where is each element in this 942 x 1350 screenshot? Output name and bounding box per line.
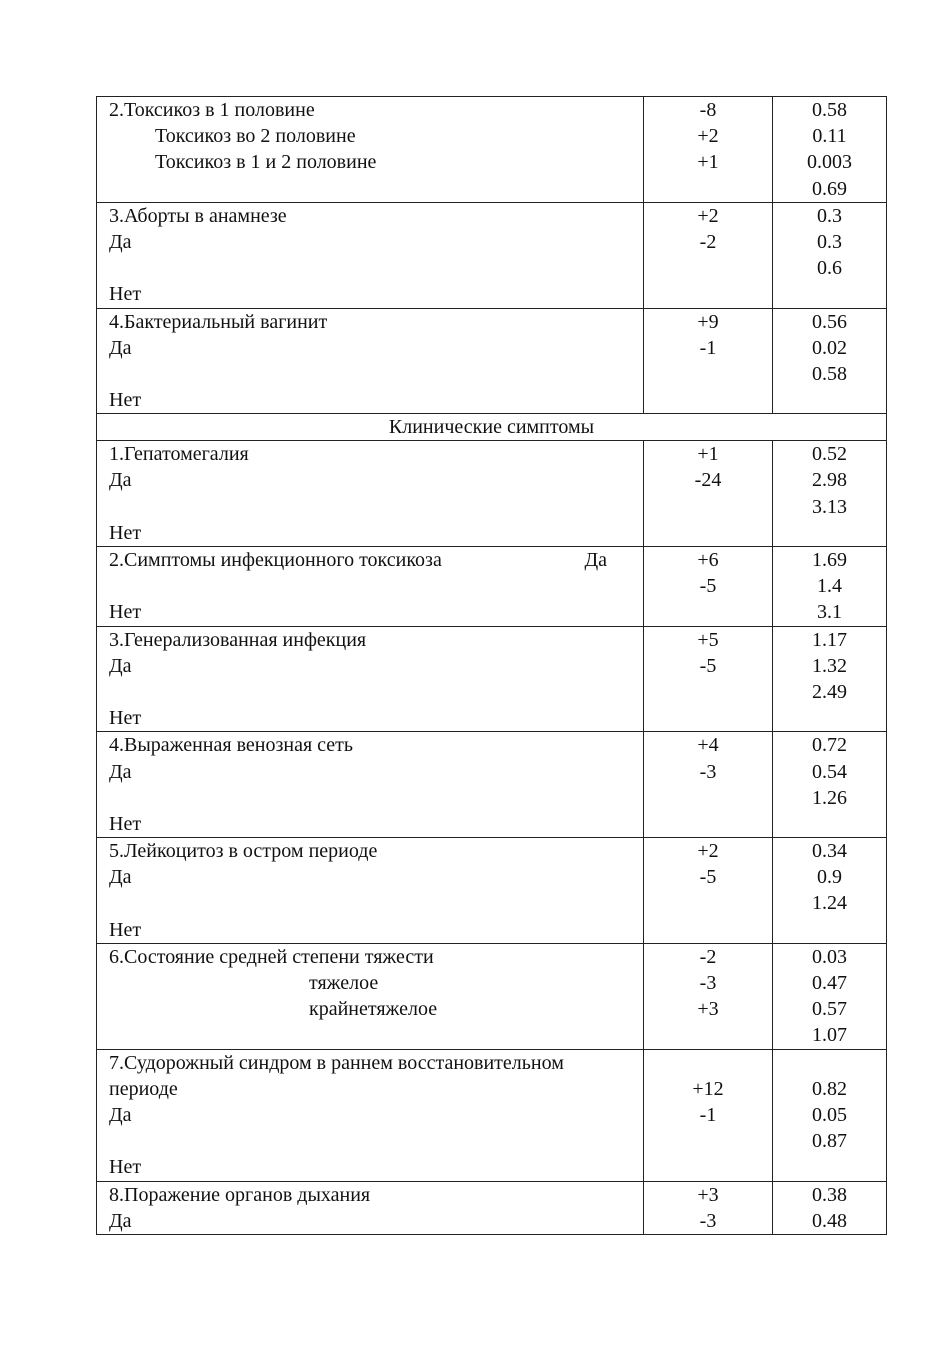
factor-title: 2.Токсикоз в 1 половине [109,99,315,121]
factor-title: 8.Поражение органов дыхания [109,1183,371,1206]
table-row [97,943,887,1049]
factor-option: тяжелое [309,972,379,994]
info-value: 0.57 [812,998,847,1021]
info-value: 0.58 [812,362,847,385]
info-value [773,705,886,731]
score-value: +3 [697,998,719,1021]
info-value: 0.87 [812,1130,847,1153]
info-value: 0.58 [812,99,847,121]
score-cell [644,97,773,203]
info-value: 0.03 [812,945,847,968]
factor-cell [97,838,644,944]
factor-cell [97,1181,644,1234]
score-value [644,387,772,413]
factor-option: Да [109,1209,132,1232]
info-value: 0.82 [812,1077,847,1100]
score-value: +2 [697,840,719,863]
score-value: -3 [699,1209,717,1232]
factor-title: 7.Судорожный синдром в раннем восстановительном [109,1051,564,1074]
factor-option: Нет [109,918,142,941]
table-row [97,547,887,627]
factor-cell [97,943,644,1049]
factor-option: крайнетяжелое [309,998,438,1021]
data-table [96,96,887,1235]
score-value [644,785,772,811]
factor-option [97,573,643,599]
info-value: 0.9 [817,866,842,889]
table-row [97,732,887,838]
factor-option: Да [584,549,607,571]
info-value: 0.47 [812,972,847,994]
factor-option [97,494,643,520]
score-value: -1 [699,336,717,359]
factor-title-line [97,547,643,573]
factor-title: 4.Бактериальный вагинит [109,310,328,333]
score-cell [644,626,773,732]
factor-option [97,679,643,705]
info-value: 0.05 [812,1103,847,1126]
factor-option: Да [109,866,132,889]
info-value [773,917,886,943]
info-value: 3.13 [812,495,847,518]
info-cell [773,547,887,627]
score-cell [644,202,773,308]
score-cell [644,838,773,944]
score-value: -3 [699,972,717,994]
table-row [97,97,887,203]
factor-option [97,1128,643,1154]
score-value [644,176,772,202]
score-value [644,705,772,731]
score-value: -2 [699,230,717,253]
info-cell [773,838,887,944]
info-value: 1.07 [812,1024,847,1047]
factor-option [97,255,643,281]
score-value: -5 [699,654,717,677]
score-value [644,811,772,837]
info-value: 0.3 [817,204,842,227]
info-value: 0.34 [812,840,847,863]
score-value: -2 [699,945,717,968]
factor-option: Да [109,469,132,492]
info-cell [773,732,887,838]
factor-option: Да [109,1103,132,1126]
table-row [97,1049,887,1181]
info-value [773,1154,886,1180]
factor-option: Да [109,336,132,359]
info-value: 0.11 [812,125,847,148]
info-cell [773,202,887,308]
info-cell [773,1181,887,1234]
factor-option: Нет [109,521,142,544]
score-value: +6 [697,549,719,571]
score-value [644,520,772,546]
table-row [97,1181,887,1234]
info-value: 1.24 [812,892,847,915]
score-value: -5 [699,866,717,889]
score-cell [644,308,773,414]
factor-option: Да [109,230,132,253]
score-value: +2 [697,125,719,148]
info-value: 0.003 [807,151,852,174]
info-value [773,387,886,413]
info-value: 1.26 [812,786,847,809]
factor-option [97,890,643,916]
score-cell [644,441,773,547]
score-value: +1 [697,151,719,174]
info-value: 3.1 [817,601,842,624]
table-row [97,626,887,732]
score-value: +3 [697,1183,719,1206]
factor-title: 4.Выраженная венозная сеть [109,734,354,757]
score-value [644,1022,772,1048]
info-cell [773,626,887,732]
info-value [773,281,886,307]
factor-option: Нет [109,812,142,835]
factor-title: 3.Генерализованная инфекция [109,628,367,651]
score-value: +9 [697,310,719,333]
info-value: 2.49 [812,680,847,703]
info-value: 0.72 [812,734,847,757]
info-value [773,811,886,837]
score-value: -8 [699,99,717,121]
table-row [97,838,887,944]
info-value: 0.56 [812,310,847,333]
info-value [773,520,886,546]
factor-title: 1.Гепатомегалия [109,443,249,466]
factor-title: 6.Состояние средней степени тяжести [109,945,434,968]
score-value: +5 [697,628,719,651]
score-value [644,255,772,281]
score-value [644,1050,772,1076]
factor-option [97,1022,643,1048]
factor-option: Нет [109,601,142,624]
factor-title: 2.Симптомы инфекционного токсикоза [109,549,442,571]
score-value [644,1154,772,1180]
score-value: +4 [697,734,719,757]
score-value [644,917,772,943]
info-cell [773,1049,887,1181]
table-row [97,441,887,547]
score-value: +2 [697,204,719,227]
info-cell [773,943,887,1049]
score-value: -1 [699,1103,717,1126]
score-value: -24 [694,469,722,492]
factor-cell [97,1049,644,1181]
factor-option [97,785,643,811]
info-value: 1.69 [812,549,847,571]
factor-title: 5.Лейкоцитоз в остром периоде [109,840,378,863]
score-value [644,679,772,705]
factor-option: Токсикоз в 1 и 2 половине [155,151,377,174]
score-cell [644,732,773,838]
info-value [773,1050,886,1076]
factor-option [97,176,643,202]
score-cell [644,1049,773,1181]
factor-option: Нет [109,707,142,730]
info-value: 0.52 [812,443,847,466]
score-value [644,281,772,307]
factor-option: Нет [109,389,142,412]
section-row [97,414,887,441]
factor-option: Да [109,654,132,677]
factor-cell [97,97,644,203]
table-row [97,308,887,414]
score-value [644,494,772,520]
factor-option: Нет [109,283,142,306]
score-value: +12 [692,1077,724,1100]
info-value: 1.17 [812,628,847,651]
factor-cell [97,308,644,414]
factor-cell [97,626,644,732]
score-value: -5 [699,575,717,598]
info-value: 0.69 [812,177,847,200]
factor-cell [97,441,644,547]
score-value: -3 [699,760,717,783]
info-value: 0.3 [817,230,842,253]
factor-option [97,361,643,387]
info-cell [773,441,887,547]
factor-option: Да [109,760,132,783]
score-value: +1 [697,443,719,466]
info-value: 0.48 [812,1209,847,1232]
info-cell [773,308,887,414]
score-value [644,890,772,916]
info-value: 0.54 [812,760,847,783]
score-value [644,361,772,387]
info-value: 1.32 [812,654,847,677]
info-value: 1.4 [817,575,842,598]
score-value [644,1128,772,1154]
factor-cell [97,202,644,308]
factor-option: Нет [109,1156,142,1179]
factor-cell [97,732,644,838]
factor-cell [97,547,644,627]
score-cell [644,1181,773,1234]
section-title: Клинические симптомы [388,416,595,439]
info-value: 0.02 [812,336,847,359]
score-cell [644,943,773,1049]
info-cell [773,97,887,203]
factor-title-cont: периоде [109,1077,178,1100]
factor-title: 3.Аборты в анамнезе [109,204,287,227]
info-value: 2.98 [812,469,847,492]
section-cell [97,414,887,441]
score-value [644,599,772,625]
info-value: 0.38 [812,1183,847,1206]
info-value: 0.6 [817,257,842,280]
table-row [97,202,887,308]
score-cell [644,547,773,627]
factor-option: Токсикоз во 2 половине [155,125,356,148]
